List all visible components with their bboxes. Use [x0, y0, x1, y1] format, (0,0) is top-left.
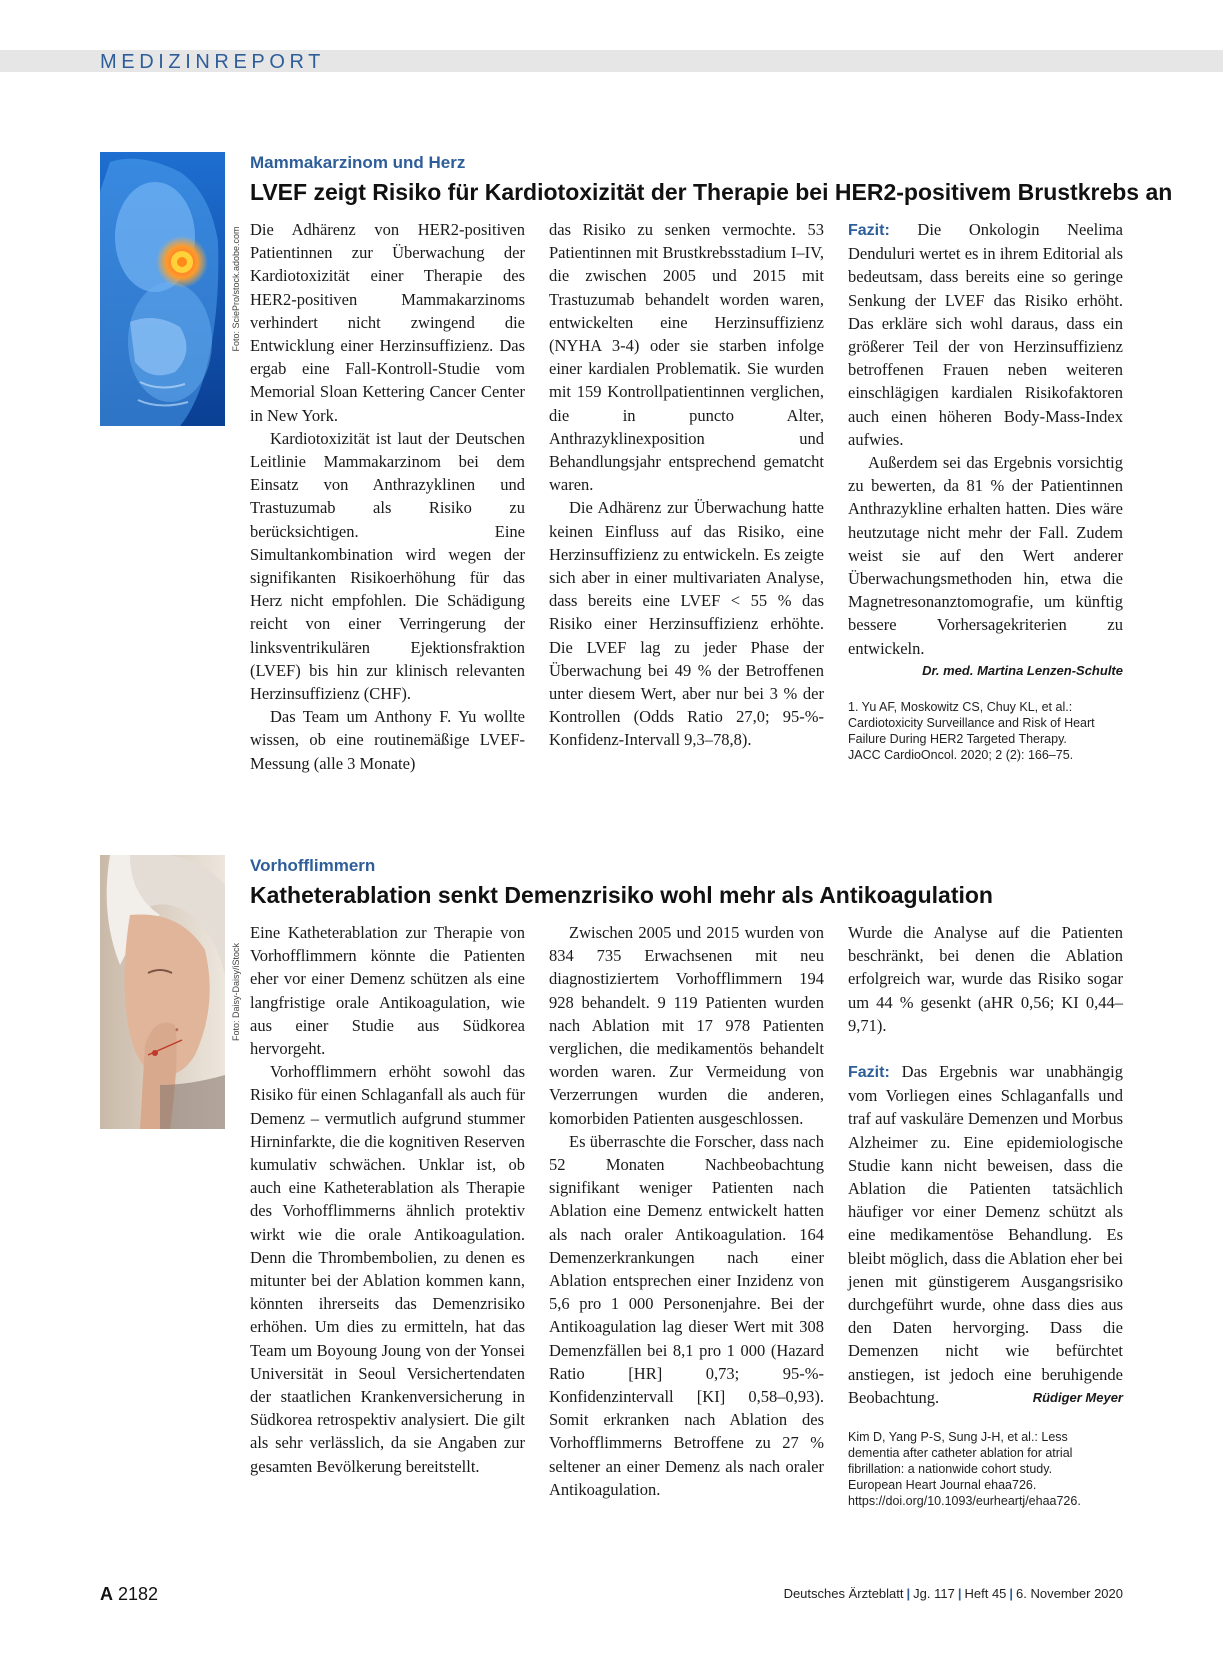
paragraph: Das Team um Anthony F. Yu wollte wissen, ob eine routinemäßige LVEF-Messung (alle 3 Monate)	[250, 707, 525, 773]
reference: 1. Yu AF, Moskowitz CS, Chuy KL, et al.: Cardiotoxicity Surveillance and Risk of Heart Failure During HER2 Targeted Therapy. JACC CardioOncol. 2020; 2 (2): 166–75.	[848, 699, 1095, 762]
author-name: Dr. med. Martina Lenzen-Schulte	[922, 662, 1123, 678]
article-vorhofflimmern	[0, 855, 1223, 1555]
paragraph: das Risiko zu senken vermochte. 53 Patientinnen mit Brustkrebsstadium I–IV, die zwischen 2005 und 2015 mit Trastuzumab behandelt worden waren, entwickelten eine Herzinsuffizienz (NYHA 3-4) oder sie starben infolge einer kardialen Problematik. Sie wurden mit 159 Kontrollpatientinnen verglichen, die in puncto Alter, Anthrazyklinexposition und Behandlungsjahr entsprechend gematcht waren.	[549, 220, 824, 495]
article-column-2	[549, 921, 824, 1501]
fazit-label: Fazit:	[848, 1064, 890, 1082]
anatomy-illustration	[100, 152, 225, 426]
issue-date: 6. November 2020	[1016, 1586, 1123, 1601]
page-number: A 2182	[100, 1584, 159, 1604]
paragraph: Es überraschte die Forscher, dass nach 52 Monaten Nachbeobachtung signifikant weniger Patienten nach Ablation eine Demenz entwickelt hatten als nach oraler Antikoagulation. 164 Demenzerkrankungen nach einer Ablation entsprechen einer Inzidenz von 5,6 pro 1 000 Personenjahre. Bei der Antikoagulation lag dieser Wert mit 308 Demenzfällen bei 8,1 pro 1 000 (Hazard Ratio [HR] 0,73; 95-%-Konfidenzintervall [KI] 0,58–0,93). Somit erkranken nach Ablation des Vorhofflimmerns Betroffene zu 27 % seltener an einer Demenz als nach oraler Antikoagulation.	[549, 1131, 824, 1499]
fazit-label: Fazit:	[848, 222, 890, 239]
author-name: Rüdiger Meyer	[1032, 1389, 1123, 1405]
issue: Heft 45	[964, 1586, 1007, 1601]
article-headline: LVEF zeigt Risiko für Kardiotoxizität der Therapie bei HER2-positivem Brustkrebs an	[250, 179, 1173, 205]
article-headline: Katheterablation senkt Demenzrisiko wohl mehr als Antikoagulation	[250, 882, 993, 908]
paragraph: Zwischen 2005 und 2015 wurden von 834 735 Erwachsenen mit neu diagnostiziertem Vorhofflimmern 194 928 behandelt. 9 119 Patienten wurden nach Ablation mit 17 978 Patienten verglichen, die medikamentös behandelt worden waren. Zur Vermeidung von Verzerrungen wurden die anderen, komorbiden Patienten ausgeschlossen.	[549, 923, 824, 1128]
article-column-3	[848, 921, 1123, 1509]
journal-name: Deutsches Ärzteblatt	[783, 1586, 904, 1601]
article-column-1	[250, 218, 525, 775]
photo-anatomy-illustration	[100, 152, 225, 426]
section-label: MEDIZINREPORT	[100, 51, 325, 73]
volume: Jg. 117	[913, 1586, 955, 1601]
journal-info: Deutsches Ärzteblatt | Jg. 117 | Heft 45 | 6. November 2020	[783, 1586, 1123, 1601]
article-kicker: Mammakarzinom und Herz	[250, 153, 466, 172]
photo-credit: Foto: Daisy-Daisy/iStock	[231, 942, 241, 1042]
article-column-2	[549, 218, 824, 752]
paragraph: Wurde die Analyse auf die Patienten beschränkt, bei denen die Ablation erfolgreich war, wurde das Risiko sogar um 44 % gesenkt (aHR 0,56; KI 0,44–9,71).	[848, 923, 1123, 1035]
fazit-paragraph: Fazit: Das Ergebnis war unabhängig vom Vorliegen eines Schlaganfalls und traf auf vaskuläre Demenzen und Morbus Alzheimer zu. Eine epidemiologische Studie kann nicht beweisen, dass die Ablation die Patienten tatsächlich häufiger vor einer Demenz schützt als eine medikamentöse Behandlung. Es bleibt möglich, dass die Ablation eher bei jenen mit günstigerem Ausgangsrisiko durchgeführt wurde, ohne dass dies aus den Daten hervorging. Dass die Demenzen nicht wie befürchtet anstiegen, ist jedoch eine beruhigende Beobachtung. Rüdiger Meyer	[848, 1060, 1123, 1409]
paragraph: Die Adhärenz zur Überwachung hatte keinen Einfluss auf das Risiko, eine Herzinsuffizienz zu entwickeln. Es zeigte sich aber in einer multivariaten Analyse, dass bereits eine LVEF < 55 % das Risiko einer Herzinsuffizienz erhöhte. Die LVEF lag zu jeder Phase der Überwachung bei 49 % der Betroffenen unter diesem Wert, aber nur bei 3 % der Kontrollen (Odds Ratio 27,0; 95-%-Konfidenz-Intervall 9,3–78,8).	[549, 498, 824, 750]
photo-credit: Foto: SciePro/stock.adobe.com	[231, 226, 241, 352]
fazit-paragraph: Fazit: Die Onkologin Neelima Denduluri wertet es in ihrem Editorial als bedeutsam, dass bereits eine so geringe Senkung der LVEF das Risiko erhöht. Das erkläre sich wohl daraus, dass ein größerer Teil der von Herzinsuffizienz betroffenen Frauen neben weiteren einschlägigen kardialen Risikofaktoren auch einen höheren Body-Mass-Index aufwies.	[848, 220, 1123, 449]
article-column-1	[250, 921, 525, 1478]
elderly-woman-photo	[100, 855, 225, 1129]
reference: Kim D, Yang P-S, Sung J-H, et al.: Less dementia after catheter ablation for atrial fibrillation: a nationwide cohort study. European Heart Journal ehaa726. https://doi.org/10.1093/eurheartj/ehaa726.	[848, 1430, 1081, 1509]
photo-elderly-woman	[100, 855, 225, 1129]
article-column-3	[848, 218, 1123, 763]
paragraph: Kardiotoxizität ist laut der Deutschen Leitlinie Mammakarzinom bei dem Einsatz von Anthrazyklinen und Trastuzumab als Risiko zu berücksichtigen. Eine Simultankombination wird wegen der signifikanten Risikoerhöhung für das Herz nicht empfohlen. Die Schädigung reicht von einer Verringerung der linksventrikulären Ejektionsfraktion (LVEF) bis hin zur klinisch relevanten Herzinsuffizienz (CHF).	[250, 428, 525, 704]
paragraph: Außerdem sei das Ergebnis vorsichtig zu bewerten, da 81 % der Patientinnen Anthrazykline erhalten hatten. Dies wäre heutzutage nicht mehr der Fall. Zudem weist sie auf den Wert anderer Überwachungsmethoden hin, etwa die Magnetresonanztomografie, um künftig bessere Vorhersagekriterien zu entwickeln.	[848, 453, 1123, 658]
paragraph: Vorhofflimmern erhöht sowohl das Risiko für einen Schlaganfall als auch für Demenz – vermutlich aufgrund stummer Hirninfarkte, die die kognitiven Reserven kumulativ schwächen. Unklar ist, ob auch eine Katheterablation als Therapie des Vorhofflimmerns ähnlich protektiv wirkt wie die orale Antikoagulation. Denn die Thrombembolien, zu denen es mitunter bei der Ablation kommen kann, könnten ihrerseits das Demenzrisiko erhöhen. Um dies zu ermitteln, hat das Team um Boyoung Joung von der Yonsei Universität in Seoul Versichertendaten der staatlichen Krankenversicherung in Südkorea retrospektiv analysiert. Die gilt als sehr verlässlich, da sie Angaben zur gesamten Bevölkerung bereitstellt.	[250, 1062, 525, 1476]
paragraph: Eine Katheterablation zur Therapie von Vorhofflimmern könnte die Patienten eher vor einer Demenz schützen als eine langfristige orale Antikoagulation, wie aus einer Studie aus Südkorea hervorgeht.	[250, 923, 525, 1059]
paragraph: Die Adhärenz von HER2-positiven Patientinnen zur Überwachung der Kardiotoxizität einer Therapie des HER2-positiven Mammakarzinoms verhindert nicht zwingend die Entwicklung einer Herzinsuffizienz. Das ergab eine Fall-Kontroll-Studie vom Memorial Sloan Kettering Cancer Center in New York.	[250, 220, 525, 425]
article-mammakarzinom	[0, 152, 1223, 792]
article-kicker: Vorhofflimmern	[250, 856, 376, 875]
